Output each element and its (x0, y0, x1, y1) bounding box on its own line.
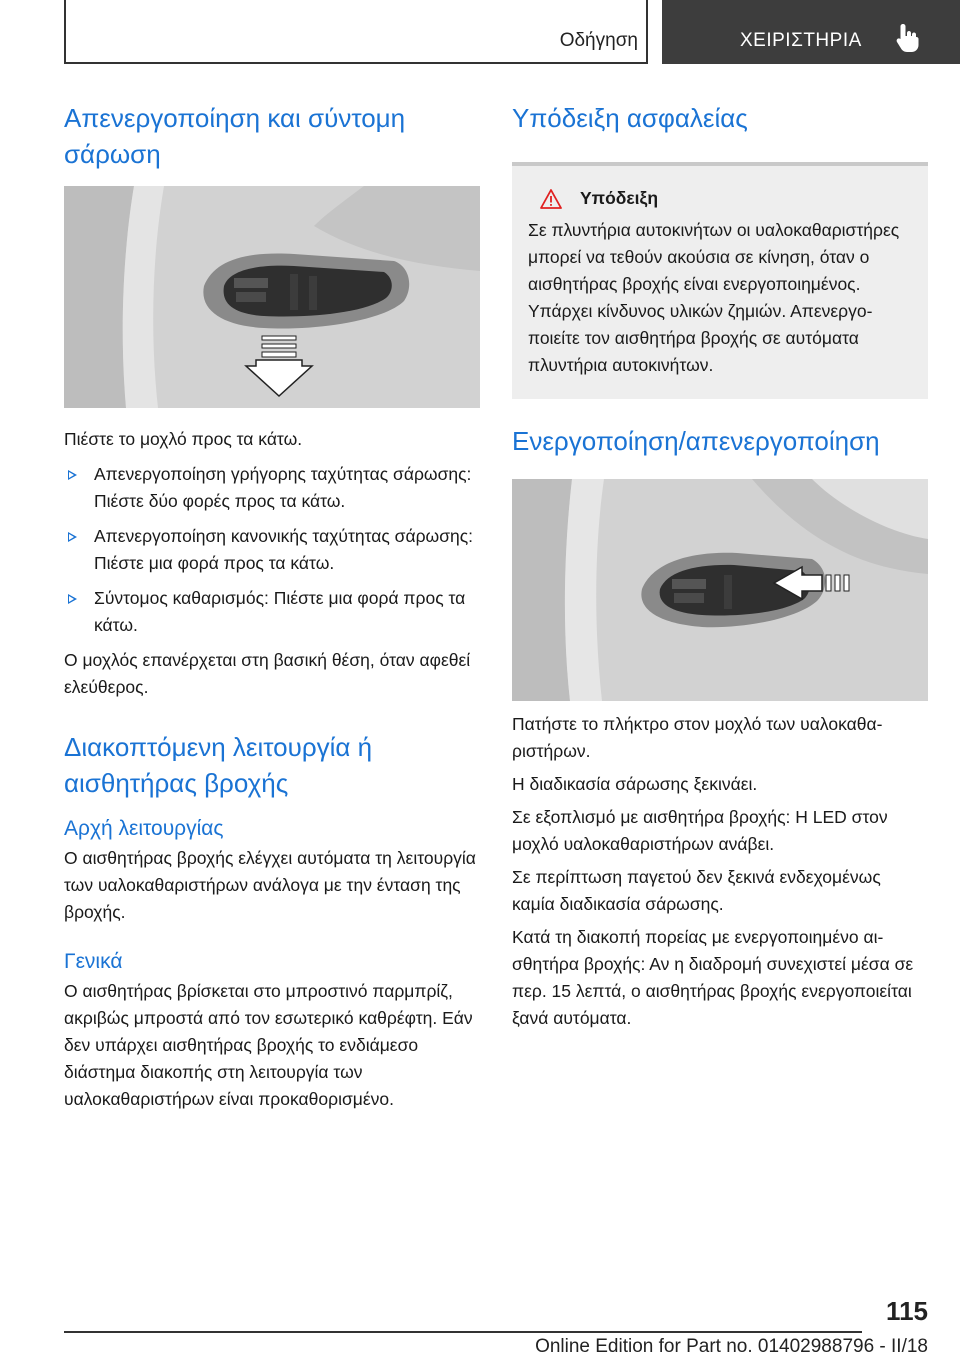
instruction-push-down: Πιέστε το μοχλό προς τα κάτω. (64, 429, 303, 449)
subsection-title-principle: Αρχή λειτουργίας (64, 817, 224, 840)
header-section-frame (64, 0, 648, 64)
footer-divider (64, 1331, 862, 1333)
list-item: Απενεργοποίηση κανονικής ταχύτητας σάρωσης: Πιέστε μια φορά προς τα κάτω. (64, 523, 480, 577)
activation-text-2: Η διαδικασία σάρωσης ξεκινάει. (512, 774, 758, 794)
activation-text-1: Πατήστε το πλήκτρο στον μοχλό των υαλοκαθαριστήρων. (512, 714, 883, 761)
list-item: Σύντομος καθαρισμός: Πιέστε μια φορά προς τα κάτω. (64, 585, 480, 639)
bullet-triangle-icon (68, 470, 77, 480)
page-number: 115 (886, 1296, 928, 1326)
section-title-deactivation: Απενεργοποίηση και σύντομη σάρωση (64, 103, 406, 169)
section-title-intermittent: Διακοπτόμενη λειτουργία ή αισθητήρας βροχής (64, 732, 373, 798)
header-manual-label: ΧΕΙΡΙΣΤΗΡΙΑ (740, 30, 862, 51)
lever-illustration-button (512, 479, 928, 701)
general-text: Ο αισθητήρας βρίσκεται στο μπροστινό παρμπρίζ, ακριβώς μπροστά από τον εσωτερικό καθρέφτη. Εάν δεν υπάρχει αισθητήρας βροχής το ενδιάμεσο διάστημα διακοπής στη λειτουργία των υαλοκαθαριστήρων είναι προκαθορισμένο. (64, 981, 473, 1109)
section-title-safety: Υπόδειξη ασφαλείας (512, 103, 748, 133)
subsection-title-general: Γενικά (64, 950, 123, 973)
list-item: Απενεργοποίηση γρήγορης ταχύτητας σάρωσης: Πιέστε δύο φορές προς τα κάτω. (64, 461, 480, 515)
activation-text-3: Σε εξοπλισμό με αισθητήρα βροχής: Η LED στον μοχλό υαλοκαθαριστήρων ανάβει. (512, 807, 888, 854)
notice-header (540, 188, 912, 209)
header-section-label: Οδήγηση (559, 30, 638, 51)
lever-illustration-down (64, 186, 480, 408)
notice-text: Σε πλυντήρια αυτοκινήτων οι υαλοκαθαριστήρες μπορεί να τεθούν ακούσια σε κίνηση, όταν ο αισθητήρας βροχής είναι ενεργοποιημένος. Υπάρχει κίνδυνος υλικών ζημιών. Απενεργοποιείτε τον αισθητήρα βροχής σε αυτόματα πλυντήρια αυτοκινήτων. (528, 220, 900, 375)
header-manual-tab (662, 0, 960, 64)
bullet-triangle-icon (68, 594, 77, 604)
left-column (64, 100, 480, 1113)
notice-box (512, 166, 928, 399)
section-title-activation: Ενεργοποίηση/απενεργοποίηση (512, 426, 880, 456)
lever-return-text: Ο μοχλός επανέρχεται στη βασική θέση, όταν αφεθεί ελεύθερος. (64, 650, 471, 697)
hand-pointer-icon (894, 22, 922, 54)
figure-lever-push-down (64, 186, 480, 408)
warning-triangle-icon (540, 189, 562, 209)
notice-title: Υπόδειξη (580, 188, 659, 208)
footer-edition: Online Edition for Part no. 01402988796 - II/18 (535, 1336, 928, 1357)
activation-text-4: Σε περίπτωση παγετού δεν ξεκινά ενδεχομένως καμία διαδικασία σάρωσης. (512, 867, 881, 914)
right-column (512, 100, 928, 1032)
figure-lever-button (512, 479, 928, 701)
wiper-action-list (64, 461, 480, 639)
activation-text-5: Κατά τη διακοπή πορείας με ενεργοποιημένο αισθητήρα βροχής: Αν η διαδρομή συνεχιστεί μέσα σε περ. 15 λεπτά, ο αισθητήρας βροχής ενεργοποιείται ξανά αυτόματα. (512, 927, 914, 1028)
bullet-triangle-icon (68, 532, 77, 542)
principle-text: Ο αισθητήρας βροχής ελέγχει αυτόματα τη λειτουργία των υαλοκαθαριστήρων ανάλογα με την ένταση της βροχής. (64, 848, 476, 922)
